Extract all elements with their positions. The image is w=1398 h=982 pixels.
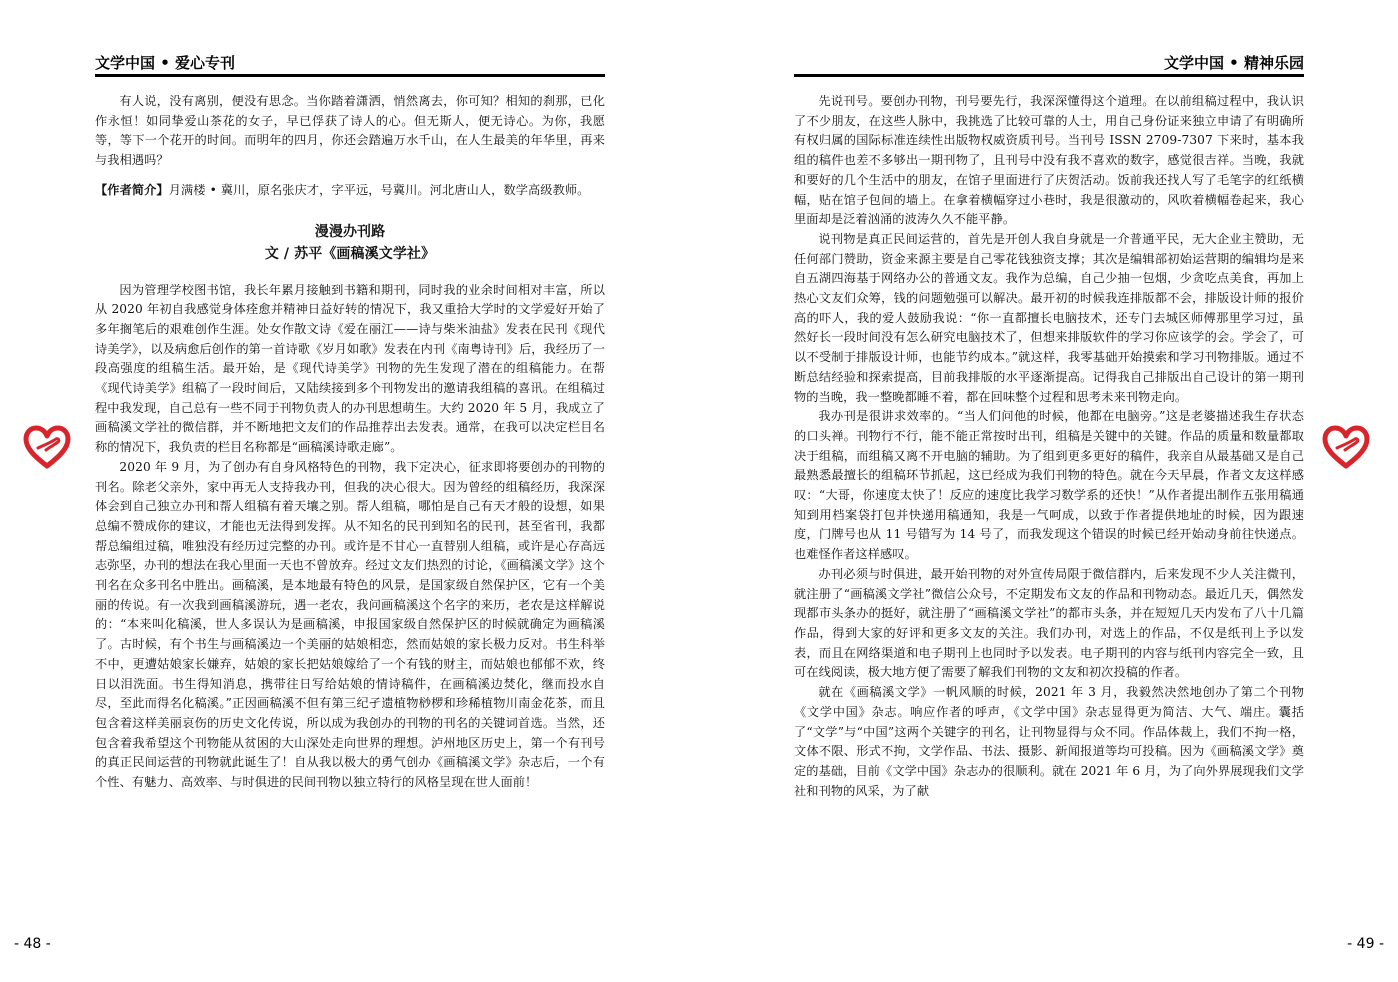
- article-heading: [95, 221, 605, 265]
- hand-heart-icon: [22, 422, 72, 472]
- intro-paragraph: 有人说，没有离别，便没有思念。当你踏着潇洒，悄然离去，你可知？相知的刹那，已化作永恒！如同挚爱山茶花的女子，早已俘获了诗人的心。但无斯人，便无诗心。为你，我愿等，等下一个花开的时间。而明年的四月，你还会踏遍万水千山，在人生最美的年华里，再来与我相遇吗？: [95, 94, 605, 168]
- author-bio: [95, 181, 605, 201]
- author-bio-label: 【作者简介】: [95, 182, 169, 197]
- article-paragraph: 说刊物是真正民间运营的，首先是开创人我自身就是一介普通平民，无大企业主赞助，无任何部门赞助，资金来源主要是自己零花钱独资支撑；其次是编辑部初始运营期的编辑均是来自五湖四海基于网络办公的普通文友。我作为总编，自己少抽一包烟，少贪吃点美食，再加上热心文友们众筹，钱的问题勉强可以解决。最开初的时候我连排版都不会，排版设计师的报价高的吓人，我的爱人鼓励我说：“你一直都擅长电脑技术，还专门去城区师傅那里学习过，虽然好长一段时间没有怎么研究电脑技术了，但想来排版软件的学习你应该学的会。学会了，可以不受制于排版设计师，也能节约成本。”就这样，我零基础开始摸索和学习刊物排版。通过不断总结经验和探索提高，目前我排版的水平逐渐提高。记得我自己排版出自己设计的第一期刊物的当晚，我一整晚都睡不着，都在回味整个过程和思考未来刊物走向。: [794, 231, 1304, 404]
- article-paragraph: 就在《画稿溪文学》一帆风顺的时候，2021 年 3 月，我毅然决然地创办了第二个刊物《文学中国》杂志。响应作者的呼声，《文学中国》杂志显得更为简洁、大气、端庄。囊括了“文学”与“中国”这两个关键字的刊名，让刊物显得与众不同。作品体裁上，我们不拘一格，文体不限、形式不拘，文学作品、书法、摄影、新闻报道等均可投稿。因为《画稿溪文学》奠定的基础，目前《文学中国》杂志办的很顺利。就在 2021 年 6 月，为了向外界展现我们文学社和刊物的风采，为了献: [794, 685, 1304, 798]
- article-title: 漫漫办刊路: [314, 223, 386, 240]
- article-paragraph: 我办刊是很讲求效率的。“当人们问他的时候，他都在电脑旁。”这是老婆描述我生存状态的口头禅。刊物行不行，能不能正常按时出刊，组稿是关键中的关键。作品的质量和数量都取决于组稿，而组稿又离不开电脑的辅助。为了组到更多更好的稿件，我亲自从最基础又是自己最熟悉最擅长的组稿环节抓起，这已经成为我们刊物的特色。就在今天早晨，作者文友这样感叹：“大哥，你速度太快了！反应的速度比我学习数学系的还快！”从作者提出制作五张用稿通知到用档案袋打包并快递用稿通知，我是一气呵成，以致于作者提供地址的时候，因为跟速度，门牌号也从 11 号错写为 14 号了，而我发现这个错误的时候已经开始动身前往快递点。也难怪作者这样感叹。: [794, 409, 1304, 562]
- article-paragraph: 因为管理学校图书馆，我长年累月接触到书籍和期刊，同时我的业余时间相对丰富，所以从 2020 年初自我感觉身体痊愈并精神日益好转的情况下，我又重拾大学时的文学爱好开始了多年搁笔后的艰难创作生涯。处女作散文诗《爱在丽江——诗与柴米油盐》发表在民刊《现代诗美学》，以及病愈后创作的第一首诗歌《岁月如歌》发表在内刊《南粤诗刊》后，我经历了一段高强度的组稿生活。最开始，是《现代诗美学》刊物的先生发现了潜在的组稿能力。在帮《现代诗美学》组稿了一段时间后，又陆续接到多个刊物发出的邀请我组稿的喜讯。在组稿过程中我发现，自己总有一些不同于刊物负责人的办刊思想萌生。大约 2020 年 5 月，我成立了画稿溪文学社的微信群，并不断地把文友们的作品推荐出去发表。通常，在我可以决定栏目名称的情况下，我负责的栏目名称都是“画稿溪诗歌走廊”。: [95, 282, 605, 455]
- article-paragraph: 办刊必须与时俱进，最开始刊物的对外宣传局限于微信群内，后来发现不少人关注微刊，就注册了“画稿溪文学社”微信公众号，不定期发布文友的作品和刊物动态。最近几天，偶然发现都市头条办的挺好，就注册了“画稿溪文学社”的都市头条，并在短短几天内发布了八十几篇作品，得到大家的好评和更多文友的关注。我们办刊，对选上的作品，不仅是纸刊上予以发表，而且在网络渠道和电子期刊上也同时予以发表。电子期刊的内容与纸刊内容完全一致，且可在线阅读，极大地方便了需要了解我们刊物的文友和初次投稿的作者。: [794, 566, 1304, 680]
- article-paragraph: 2020 年 9 月，为了创办有自身风格特色的刊物，我下定决心，征求即将要创办的刊物的刊名。除老父亲外，家中再无人支持我办刊，但我的决心很大。因为曾经的组稿经历，我深深体会到自己独立办刊和帮人组稿有着天壤之别。帮人组稿，哪怕是自己有天才般的设想，如果总编不赞成你的建议，才能也无法得到发挥。从不知名的民刊到知名的民刊，甚至省刊，我都帮总编组过稿，唯独没有经历过完整的办刊。或许是不甘心一直替别人组稿，或许是心存高远志弥坚，办刊的想法在我心里面一天也不曾放弃。经过文友们热烈的讨论，《画稿溪文学》这个刊名在众多刊名中胜出。画稿溪，是本地最有特色的风景，是国家级自然保护区，它有一个美丽的传说。有一次我到画稿溪游玩，遇一老农，我问画稿溪这个名字的来历，老农是这样解说的：“本来叫化稿溪，世人多误认为是画稿溪，申报国家级自然保护区的时候就确定为画稿溪了。古时候，有个书生与画稿溪边一个美丽的姑娘相恋，然而姑娘的家长极力反对。书生科举不中，更遭姑娘家长嫌弃，姑娘的家长把姑娘嫁给了一个有钱的财主，而姑娘也郁郁不欢，终日以泪洗面。书生得知消息，携带往日写给姑娘的情诗稿件，在画稿溪边焚化，继而投水自尽，至此而得名化稿溪。”正因画稿溪不但有第三纪孑遗植物桫椤和珍稀植物川南金花茶，而且包含着这样美丽哀伤的历史文化传说，所以成为我创办的刊物的刊名的关键词首选。当然，还包含着我希望这个刊物能从贫困的大山深处走向世界的理想。泸州地区历史上，第一个有刊号的真正民间运营的刊物就此诞生了！自从我以极大的勇气创办《画稿溪文学》杂志后，一个有个性、有魅力、高效率、与时俱进的民间刊物以独立特行的风格呈现在世人面前！: [95, 459, 605, 790]
- article-byline: 文 / 苏平《画稿溪文学社》: [264, 245, 436, 262]
- left-page-number: - 48 -: [14, 936, 51, 952]
- left-page-header: 文学中国 • 爱心专刊: [95, 52, 605, 77]
- right-page-number: - 49 -: [1347, 936, 1384, 952]
- right-page: [699, 0, 1398, 982]
- right-page-header: 文学中国 • 精神乐园: [794, 52, 1304, 77]
- right-text-column: [794, 92, 1304, 801]
- left-text-column: [95, 92, 605, 793]
- article-paragraph: 先说刊号。要创办刊物，刊号要先行，我深深懂得这个道理。在以前组稿过程中，我认识了不少朋友，在这些人脉中，我挑选了比较可靠的人士，用自己身份证来独立申请了有明确所有权归属的国际标准连续性出版物权威资质刊号。当刊号 ISSN 2709-7307 下来时，基本我组的稿件也差不多够出一期刊物了，且刊号中没有我不喜欢的数字，感觉很吉祥。当晚，我就和要好的几个生活中的朋友，在馆子里面进行了庆贺活动。饭前我还找人写了毛笔字的红纸横幅，贴在馆子包间的墙上。在拿着横幅穿过小巷时，我是很激动的，风吹着横幅卷起来，我心里面却是泛着汹涌的波涛久久不能平静。: [794, 94, 1304, 227]
- author-bio-text: 月满楼 • 冀川，原名张庆才，字平远，号冀川。河北唐山人，数学高级教师。: [168, 182, 590, 197]
- hand-heart-icon: [1321, 422, 1371, 472]
